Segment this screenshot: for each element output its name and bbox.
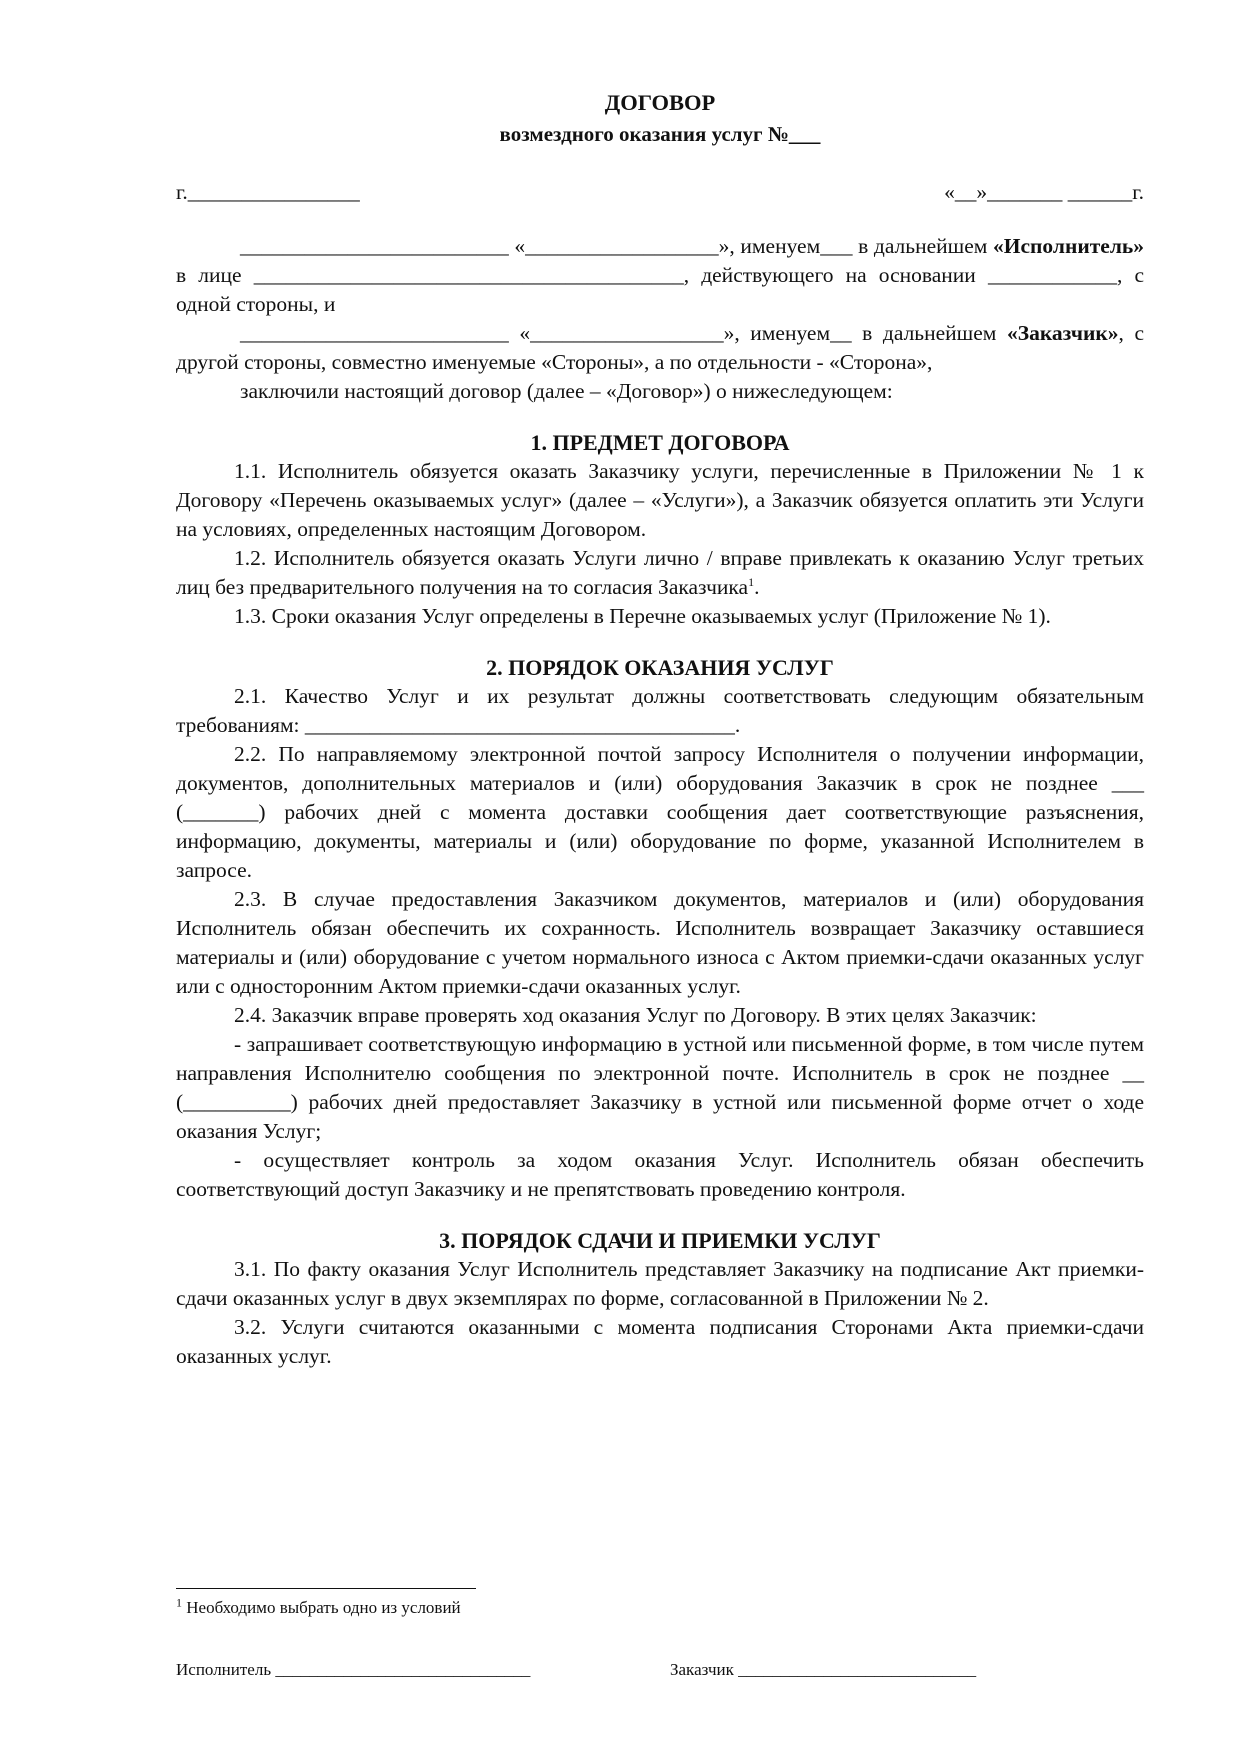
footnote-text: Необходимо выбрать одно из условий	[182, 1598, 461, 1617]
document-subtitle: возмездного оказания услуг №___	[499, 122, 821, 146]
date-field: «__»_______ ______г.	[944, 180, 1144, 204]
preamble-executor	[176, 232, 1144, 319]
section-2-heading: 2. ПОРЯДОК ОКАЗАНИЯ УСЛУГ	[486, 655, 834, 680]
executor-label: «Исполнитель»	[993, 234, 1145, 258]
clause-2-4: 2.4. Заказчик вправе проверять ход оказания Услуг по Договору. В этих целях Заказчик:	[234, 1003, 1037, 1027]
document-body	[176, 232, 1144, 1371]
clause-1-2-text: 1.2. Исполнитель обязуется оказать Услуги лично / вправе привлекать к оказанию Услуг третьих лиц без предварительного получения на то согласия Заказчика	[176, 546, 1144, 599]
clause-1-1: 1.1. Исполнитель обязуется оказать Заказчику услуги, перечисленные в Приложении № 1 к Договору «Перечень оказываемых услуг» (далее – «Услуги»), а Заказчик обязуется оплатить эти Услуги на условиях, определенных настоящим Договором.	[176, 459, 1144, 541]
footnote	[176, 1595, 461, 1618]
executor-signature: Исполнитель ______________________________	[176, 1660, 531, 1679]
city-field: г.________________	[176, 180, 360, 204]
clause-1-3: 1.3. Сроки оказания Услуг определены в Перечне оказываемых услуг (Приложение № 1).	[234, 604, 1051, 628]
executor-details: в лице ________________________________________, действующего на основании ____________, с одной стороны, и	[176, 263, 1144, 316]
clause-3-1: 3.1. По факту оказания Услуг Исполнитель представляет Заказчику на подписание Акт приемки-сдачи оказанных услуг в двух экземплярах по форме, согласованной в Приложении № 2.	[176, 1257, 1144, 1310]
document-page	[176, 0, 1144, 1754]
customer-details: , с другой стороны, совместно именуемые «Стороны», а по отдельности - «Сторона»,	[176, 321, 1145, 374]
preamble-customer	[176, 319, 1144, 377]
customer-signature: Заказчик ____________________________	[670, 1660, 977, 1679]
footnote-ref: 1	[748, 574, 755, 589]
customer-label: «Заказчик»	[1006, 321, 1119, 345]
clause-2-2: 2.2. По направляемому электронной почтой запросу Исполнителя о получении информации, документов, дополнительных материалов и (или) оборудования Заказчик в срок не позднее ___ (_______) рабочих дней с момента доставки сообщения дает соответствующие разъяснения, информацию, документы, материалы и (или) оборудование по форме, указанной Исполнителем в запросе.	[176, 742, 1144, 882]
executor-name-blank: _________________________ «__________________», именуем___ в дальнейшем	[240, 234, 988, 258]
footnote-mark: 1	[176, 1595, 182, 1610]
clause-2-1: 2.1. Качество Услуг и их результат должны соответствовать следующим обязательным требованиям: ________________________________________.	[176, 684, 1144, 737]
section-1-heading: 1. ПРЕДМЕТ ДОГОВОРА	[530, 430, 790, 455]
document-title: ДОГОВОР	[604, 90, 716, 115]
place-date-line	[176, 180, 1144, 205]
customer-name-blank: _________________________ «__________________», именуем__ в дальнейшем	[240, 321, 997, 345]
clause-2-4-item-2: - осуществляет контроль за ходом оказания Услуг. Исполнитель обязан обеспечить соответствующий доступ Заказчику и не препятствовать проведению контроля.	[176, 1148, 1144, 1201]
clause-2-3: 2.3. В случае предоставления Заказчиком документов, материалов и (или) оборудования Исполнитель обязан обеспечить их сохранность. Исполнитель возвращает Заказчику оставшиеся материалы и (или) оборудование с учетом нормального износа с Актом приемки-сдачи оказанных услуг или с односторонним Актом приемки-сдачи оказанных услуг.	[176, 887, 1144, 998]
footnote-divider	[176, 1588, 476, 1589]
clause-3-2: 3.2. Услуги считаются оказанными с момента подписания Сторонами Акта приемки-сдачи оказанных услуг.	[176, 1315, 1144, 1368]
preamble-conclusion: заключили настоящий договор (далее – «Договор») о нижеследующем:	[240, 379, 893, 403]
section-3-heading: 3. ПОРЯДОК СДАЧИ И ПРИЕМКИ УСЛУГ	[439, 1228, 881, 1253]
clause-1-2	[176, 544, 1144, 602]
clause-1-2-end: .	[754, 575, 760, 599]
clause-2-4-item-1: - запрашивает соответствующую информацию в устной или письменной форме, в том числе путем направления Исполнителю сообщения по электронной почте. Исполнитель в срок не позднее __ (__________) рабочих дней предоставляет Заказчику в устной или письменной форме отчет о ходе оказания Услуг;	[176, 1032, 1144, 1143]
